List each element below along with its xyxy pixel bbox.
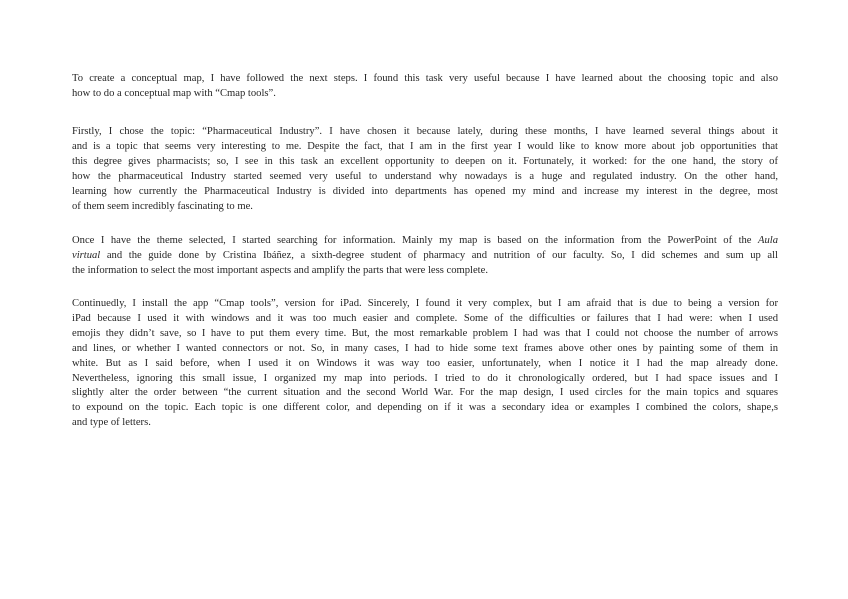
paragraph-line: of them seem incredibly fascinating to me. [72,200,253,212]
italic-term-virtual: virtual [72,249,101,261]
paragraph-line: the information to select the most important aspects and amplify the parts that were less complete. [72,264,488,276]
paragraph-line: slightly alter the order between “the current situation and the second World War. For the map design, I used circles for the main topics and squares [72,387,778,399]
line-text: and the guide done by Cristina Ibáñez, a sixth-degree student of pharmacy and nutrition of our faculty. So, I did schemes and sum up all [100,249,778,261]
paragraph-line: To create a conceptual map, I have followed the next steps. I found this task very useful because I have learned about the choosing topic and also [72,73,778,84]
paragraph-line: learning how currently the Pharmaceutical Industry is divided into departments has opened my mind and increase my interest in the degree, most [72,185,778,197]
paragraph-line: Nevertheless, ignoring this small issue, I organized my map into periods. I tried to do it chronologically ordered, but I had space issues and I [72,372,778,384]
paragraph-line: Firstly, I chose the topic: “Pharmaceutical Industry”. I have chosen it because lately, during these months, I have learned several things about it [72,126,778,137]
paragraph-line: iPad because I used it with windows and it was too much easier and complete. Some of the difficulties or failures that I had were: when I used [72,312,778,324]
paragraph-line: Continuedly, I install the app “Cmap tools”, version for iPad. Sincerely, I found it very complex, but I am afraid that is due to being a version for [72,298,778,309]
paragraph-topic-choice [72,125,778,214]
paragraph-line [72,249,778,264]
paragraph-cmap-experience [72,297,778,431]
paragraph-line: white. But as I said before, when I used it on Windows it was way too easier, unfortunately, when I notice it I had the map already done. [72,357,778,369]
line-text: Once I have the theme selected, I started searching for information. Mainly my map is based on the information from the PowerPoint of the [72,235,758,246]
paragraph-line: to expound on the topic. Each topic is one different color, and depending on if it was a secondary idea or examples I combined the colors, shape,s [72,402,778,414]
paragraph-information-search [72,234,778,279]
paragraph-line: how the pharmaceutical Industry started seemed very useful to understand why nowadays is a huge and regulated industry. On the other hand, [72,170,778,182]
paragraph-line: how to do a conceptual map with “Cmap tools”. [72,87,276,99]
paragraph-line: and is a topic that seems very interesting to me. Despite the fact, that I am in the first year I would like to know more about job opportunities that [72,140,778,152]
paragraph-line: emojis they didn’t save, so I have to put them every time. But, the most remarkable problem I had was that I could not choose the number of arrows [72,327,778,339]
paragraph-line: and lines, or whether I wanted connectors or not. So, in many cases, I had to hide some text frames above other ones by painting some of them in [72,342,778,354]
paragraph-line: and type of letters. [72,417,151,429]
paragraph-introduction [72,72,778,102]
paragraph-line: this degree gives pharmacists; so, I see in this task an excellent opportunity to deepen on it. Fortunately, it worked: for the one hand, the story of [72,155,778,167]
paragraph-line [72,234,778,249]
italic-term-aula: Aula [757,235,778,246]
